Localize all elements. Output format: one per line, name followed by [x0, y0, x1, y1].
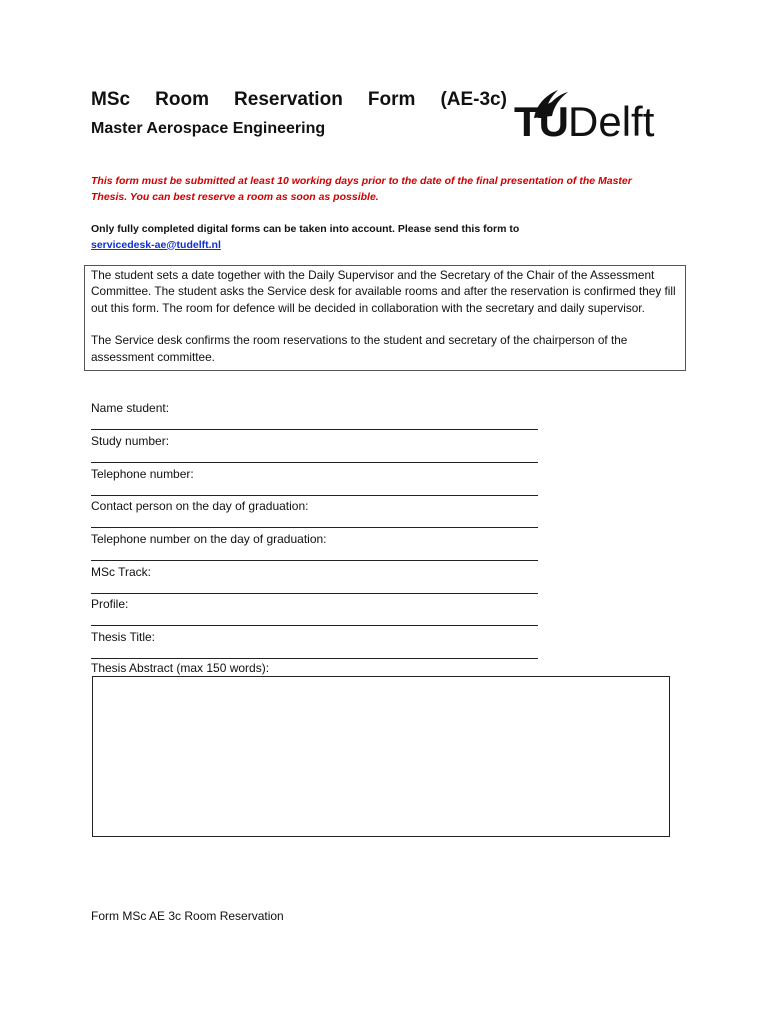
title-word: Reservation	[234, 89, 343, 110]
title-word: (AE-3c)	[440, 89, 507, 110]
field-profile	[91, 596, 538, 626]
field-label: Profile:	[91, 597, 129, 611]
page-footer: Form MSc AE 3c Room Reservation	[91, 909, 284, 923]
telephone-number-input[interactable]	[91, 482, 538, 496]
info-paragraph: The student sets a date together with the Daily Supervisor and the Secretary of the Chair of the Assessment Committee. The student asks the Service desk for available rooms and after the reservation is confirmed they fill out this form. The room for defence will be decided in collaboration with the secretary and daily supervisor.	[91, 268, 676, 315]
title-word: Form	[367, 89, 416, 110]
tudelft-logo	[514, 84, 686, 152]
thesis-abstract-textarea[interactable]	[92, 676, 670, 837]
instructions	[91, 222, 651, 253]
field-label: Name student:	[91, 401, 170, 415]
field-label: MSc Track:	[91, 565, 152, 579]
form-subtitle: Master Aerospace Engineering	[91, 120, 326, 137]
logo-tu: TU	[514, 98, 568, 145]
profile-input[interactable]	[91, 612, 538, 626]
form-title	[91, 89, 507, 111]
abstract-label: Thesis Abstract (max 150 words):	[91, 661, 270, 675]
field-label: Telephone number on the day of graduation:	[91, 532, 327, 546]
contact-person-input[interactable]	[91, 514, 538, 528]
servicedesk-email-link[interactable]: servicedesk-ae@tudelft.nl	[91, 238, 221, 251]
field-graduation-telephone	[91, 531, 538, 561]
field-contact-person	[91, 498, 538, 528]
instructions-text: Only fully completed digital forms can be taken into account. Please send this form to	[91, 223, 520, 235]
thesis-title-input[interactable]	[91, 645, 538, 659]
title-word: Room	[155, 89, 209, 110]
field-label: Telephone number:	[91, 467, 194, 481]
field-label: Thesis Title:	[91, 630, 156, 644]
field-name-student	[91, 400, 538, 430]
field-label: Study number:	[91, 434, 170, 448]
field-msc-track	[91, 564, 538, 594]
title-word: MSc	[91, 89, 131, 110]
study-number-input[interactable]	[91, 449, 538, 463]
field-label: Contact person on the day of graduation:	[91, 499, 309, 513]
logo-wordmark	[514, 98, 654, 146]
logo-delft: Delft	[568, 98, 655, 145]
graduation-telephone-input[interactable]	[91, 547, 538, 561]
info-box	[84, 265, 686, 371]
submission-notice: This form must be submitted at least 10 working days prior to the date of the final presentation of the Master Thesis. You can best reserve a room as soon as possible.	[91, 175, 632, 203]
field-thesis-title	[91, 629, 538, 659]
msc-track-input[interactable]	[91, 580, 538, 594]
field-study-number	[91, 433, 538, 463]
field-telephone-number	[91, 466, 538, 496]
info-paragraph: The Service desk confirms the room reservations to the student and secretary of the chairperson of the assessment committee.	[91, 333, 628, 364]
name-student-input[interactable]	[91, 416, 538, 430]
